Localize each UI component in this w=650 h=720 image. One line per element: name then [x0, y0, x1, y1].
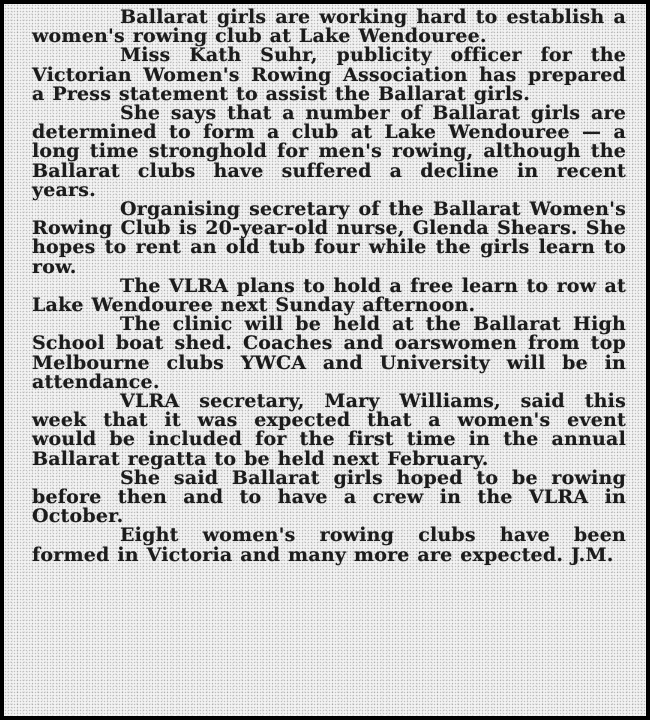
article-paragraph-1: Ballarat girls are working hard to establish a women's rowing club at Lake Wendouree. — [32, 6, 626, 48]
article-paragraph-9: Eight women's rowing clubs have been formed in Victoria and many more are expected. J.M. — [32, 524, 626, 566]
article-body — [32, 8, 626, 565]
article-paragraph-7: VLRA secretary, Mary Williams, said this week that it was expected that a women's event would be included for the first time in the annual Ballarat regatta to be held next February. — [32, 390, 626, 470]
article-paragraph-8: She said Ballarat girls hoped to be rowing before then and to have a crew in the VLRA in October. — [32, 466, 626, 528]
article-paragraph-2: Miss Kath Suhr, publicity officer for the Victorian Women's Rowing Association has prepared a Press statement to assist the Ballarat girls. — [32, 44, 626, 105]
article-paragraph-6: The clinic will be held at the Ballarat High School boat shed. Coaches and oarswomen from top Melbourne clubs YWCA and University will be in attendance. — [32, 313, 626, 393]
article-paragraph-4: Organising secretary of the Ballarat Women's Rowing Club is 20-year-old nurse, Glenda Shears. She hopes to rent an old tub four while the girls learn to row. — [32, 198, 626, 278]
article-paragraph-3: She says that a number of Ballarat girls are determined to form a club at Lake Wendouree — a long time stronghold for men's rowing, although the Ballarat clubs have suffered a decline in recent years. — [32, 102, 626, 201]
article-paragraph-5: The VLRA plans to hold a free learn to row at Lake Wendouree next Sunday afternoon. — [32, 274, 626, 317]
